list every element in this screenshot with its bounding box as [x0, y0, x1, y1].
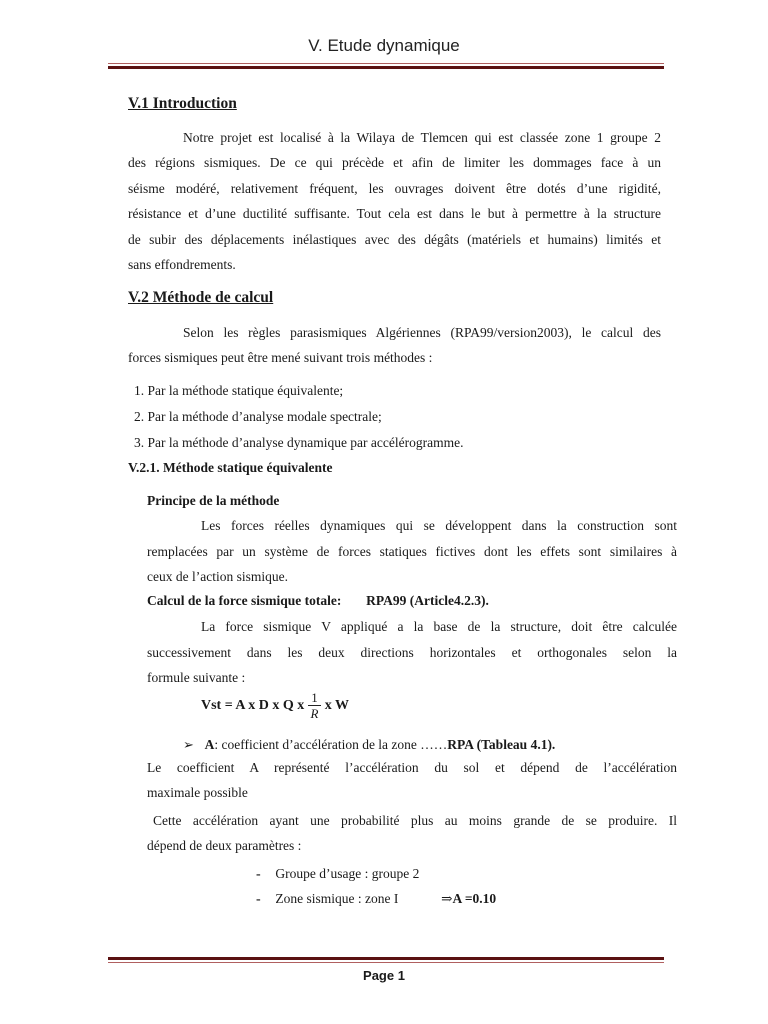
header-rule-thin: [108, 63, 664, 64]
bullet-label: A: [204, 737, 215, 752]
page-number: Page 1: [363, 968, 405, 983]
paragraph-line: séisme modéré, relativement fréquent, les ouvrages doivent être dotés d’une rigidité,: [128, 181, 661, 196]
paragraph-line: forces sismiques peut être mené suivant trois méthodes :: [128, 350, 433, 365]
footer-rule-thick: [108, 957, 664, 960]
paragraph-line: successivement dans les deux directions horizontales et orthogonales selon la: [147, 645, 677, 660]
paragraph-line: remplacées par un système de forces statiques fictives dont les effets sont similaires à: [147, 544, 677, 559]
method-list-item: 1. Par la méthode statique équivalente;: [134, 383, 344, 398]
dash-bullet: -: [256, 892, 261, 907]
formula-left: Vst = A x D x Q x: [201, 697, 305, 713]
param-result: A =0.10: [452, 891, 497, 906]
paragraph-line: sans effondrements.: [128, 257, 236, 272]
fraction-denominator: R: [310, 706, 319, 721]
implies-arrow-icon: ⇒: [441, 891, 453, 906]
paragraph-line: Le coefficient A représenté l’accélération du sol et dépend de l’accélération: [147, 760, 677, 775]
formula-fraction: [308, 690, 321, 721]
subsection-title-statique: V.2.1. Méthode statique équivalente: [128, 460, 333, 475]
method-list-item: 2. Par la méthode d’analyse modale spectrale;: [134, 409, 382, 424]
paragraph-line: dépend de deux paramètres :: [147, 838, 302, 853]
param-text: Groupe d’usage : groupe 2: [275, 866, 420, 881]
param-item-usage: [256, 861, 419, 887]
method-list-item: 3. Par la méthode d’analyse dynamique par accélérogramme.: [134, 435, 464, 450]
fraction-numerator: 1: [308, 690, 321, 706]
paragraph-line: La force sismique V appliqué a la base de la structure, doit être calculée: [201, 619, 677, 634]
param-item-zone: [256, 886, 496, 912]
paragraph-line: formule suivante :: [147, 670, 246, 685]
section-title-introduction: V.1 Introduction: [128, 95, 237, 112]
dash-bullet: -: [256, 867, 261, 882]
force-formula: [201, 690, 349, 721]
footer-rule-thin: [108, 962, 664, 963]
coefficient-a-bullet: [183, 732, 555, 757]
paragraph-line: résistance et d’une ductilité suffisante. Tout cela est dans le but à permettre à la structure: [128, 206, 661, 221]
paragraph-line: ceux de l’action sismique.: [147, 569, 288, 584]
paragraph-line: Les forces réelles dynamiques qui se développent dans la construction sont: [201, 518, 677, 533]
calc-title-text: Calcul de la force sismique totale:: [147, 593, 342, 608]
bullet-text: : coefficient d’accélération de la zone ……: [214, 737, 448, 752]
page-header-title: V. Etude dynamique: [308, 36, 460, 55]
paragraph-line: maximale possible: [147, 785, 248, 800]
header-rule-thick: [108, 66, 664, 69]
arrow-bullet-icon: ➢: [183, 737, 194, 752]
param-text: Zone sismique : zone I: [275, 891, 399, 906]
calc-reference: RPA99 (Article4.2.3).: [366, 593, 489, 608]
paragraph-line: de subir des déplacements inélastiques avec des dégâts (matériels et humains) limités et: [128, 232, 661, 247]
calc-title: [147, 593, 489, 609]
principle-title: Principe de la méthode: [147, 493, 280, 508]
paragraph-line: Cette accélération ayant une probabilité plus au moins grande de se produire. Il: [153, 813, 677, 828]
paragraph-line: Notre projet est localisé à la Wilaya de Tlemcen qui est classée zone 1 groupe 2: [183, 130, 661, 145]
paragraph-line: des régions sismiques. De ce qui précède et afin de limiter les dommages face à un: [128, 155, 661, 170]
formula-right: x W: [324, 697, 350, 713]
bullet-reference: RPA (Tableau 4.1).: [447, 737, 556, 752]
section-title-methode-calcul: V.2 Méthode de calcul: [128, 289, 274, 306]
paragraph-line: Selon les règles parasismiques Algériennes (RPA99/version2003), le calcul des: [183, 325, 661, 340]
